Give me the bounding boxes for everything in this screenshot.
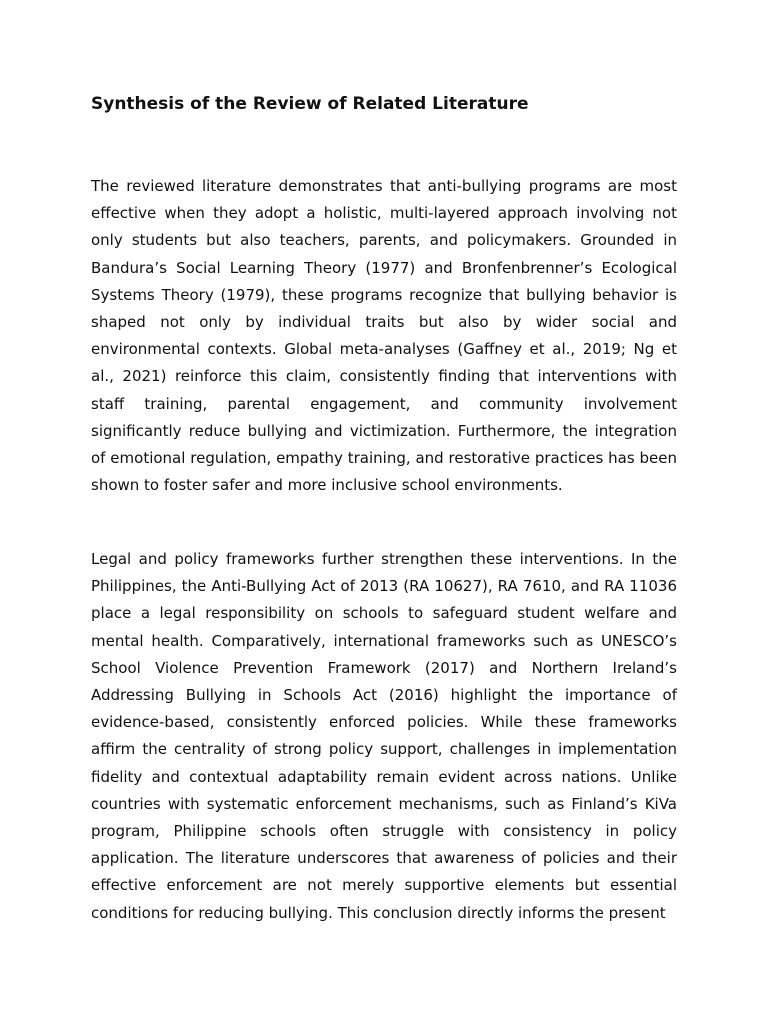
paragraph-theoretical-basis: The reviewed literature demonstrates that anti-bullying programs are most effective when they adopt a holistic, multi-layered approach involving not only students but also teachers, parents, and policymakers. Grounded in Bandura’s Social Learning Theory (1977) and Bronfenbrenner’s Ecological Systems Theory (1979), these programs recognize that bullying behavior is shaped not only by individual traits but also by wider social and environmental contexts. Global meta-analyses (Gaffney et al., 2019; Ng et al., 2021) reinforce this claim, consistently finding that interventions with staff training, parental engagement, and community involvement significantly reduce bullying and victimization. Furthermore, the integration of emotional regulation, empathy training, and restorative practices has been shown to foster safer and more inclusive school environments. — [91, 177, 677, 495]
paragraph-legal-frameworks: Legal and policy frameworks further strengthen these interventions. In the Philippines, the Anti-Bullying Act of 2013 (RA 10627), RA 7610, and RA 11036 place a legal responsibility on schools to safeguard student welfare and mental health. Comparatively, international frameworks such as UNESCO’s School Violence Prevention Framework (2017) and Northern Ireland’s Addressing Bullying in Schools Act (2016) highlight the importance of evidence-based, consistently enforced policies. While these frameworks affirm the centrality of strong policy support, challenges in implementation fidelity and contextual adaptability remain evident across nations. Unlike countries with systematic enforcement mechanisms, such as Finland’s KiVa program, Philippine schools often struggle with consistency in policy application. The literature underscores that awareness of policies and their effective enforcement are not merely supportive elements but essential conditions for reducing bullying. This conclusion directly informs the present — [91, 550, 677, 922]
section-title: Synthesis of the Review of Related Literature — [91, 94, 529, 114]
